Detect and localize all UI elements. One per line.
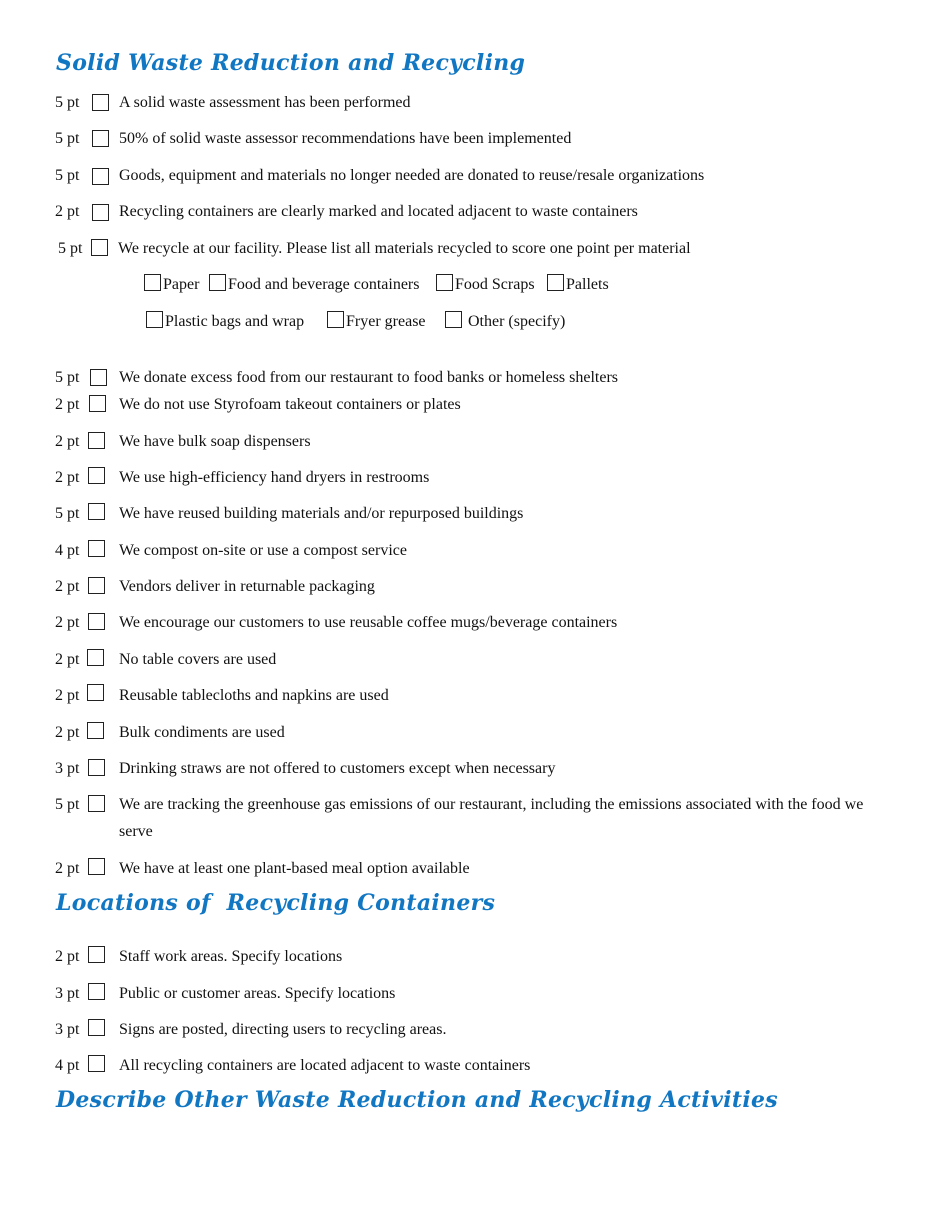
item-text: A solid waste assessment has been performed	[119, 94, 411, 111]
checkbox[interactable]	[87, 649, 104, 666]
material-label: Food and beverage containers	[228, 276, 420, 293]
points-label: 5 pt	[55, 796, 80, 813]
points-label: 4 pt	[55, 542, 80, 559]
points-label: 5 pt	[55, 369, 80, 386]
item-text: 50% of solid waste assessor recommendations have been implemented	[119, 130, 572, 147]
checklist-item	[0, 576, 950, 600]
checklist-item	[0, 128, 950, 152]
material-option	[209, 274, 419, 298]
section-heading-describe-other: Describe Other Waste Reduction and Recycling Activities	[56, 1087, 778, 1113]
checkbox[interactable]	[88, 946, 105, 963]
checklist-item	[0, 858, 950, 882]
points-label: 5 pt	[55, 505, 80, 522]
item-text: We use high-efficiency hand dryers in restrooms	[119, 469, 430, 486]
points-label: 3 pt	[55, 760, 80, 777]
material-option	[547, 274, 609, 298]
points-label: 2 pt	[55, 724, 80, 741]
item-text: Goods, equipment and materials no longer needed are donated to reuse/resale organizations	[119, 167, 705, 184]
section-heading-locations: Locations of Recycling Containers	[56, 890, 496, 916]
checkbox[interactable]	[89, 395, 106, 412]
checklist-item	[0, 165, 950, 189]
checklist-item	[0, 503, 950, 527]
points-label: 2 pt	[55, 433, 80, 450]
material-label: Plastic bags and wrap	[165, 313, 305, 330]
checklist-item	[0, 201, 950, 225]
item-text: We compost on-site or use a compost service	[119, 542, 407, 559]
points-label: 2 pt	[55, 687, 80, 704]
material-option	[445, 311, 565, 335]
checkbox[interactable]	[91, 239, 108, 256]
material-label: Paper	[163, 276, 200, 293]
item-text: We do not use Styrofoam takeout containers or plates	[119, 396, 461, 413]
checklist-item	[0, 794, 950, 850]
checkbox[interactable]	[436, 274, 453, 291]
checkbox[interactable]	[88, 503, 105, 520]
points-label: 2 pt	[55, 860, 80, 877]
checklist-item	[0, 758, 950, 782]
item-text: Signs are posted, directing users to recycling areas.	[119, 1021, 447, 1038]
checkbox[interactable]	[90, 369, 107, 386]
checklist-item	[0, 722, 950, 746]
checklist-item	[0, 238, 950, 262]
checkbox[interactable]	[88, 467, 105, 484]
checkbox[interactable]	[88, 858, 105, 875]
points-label: 2 pt	[55, 469, 80, 486]
points-label: 3 pt	[55, 1021, 80, 1038]
checklist-item	[0, 431, 950, 455]
material-option	[436, 274, 535, 298]
points-label: 2 pt	[55, 203, 80, 220]
checkbox[interactable]	[88, 613, 105, 630]
item-text: Reusable tablecloths and napkins are used	[119, 687, 389, 704]
checklist-item	[0, 367, 950, 391]
item-text: We encourage our customers to use reusable coffee mugs/beverage containers	[119, 614, 618, 631]
checklist-item	[0, 612, 950, 636]
section-heading-solid-waste: Solid Waste Reduction and Recycling	[56, 50, 526, 76]
points-label: 2 pt	[55, 578, 80, 595]
checkbox[interactable]	[445, 311, 462, 328]
checkbox[interactable]	[209, 274, 226, 291]
item-text: Bulk condiments are used	[119, 724, 285, 741]
checkbox[interactable]	[327, 311, 344, 328]
material-option	[146, 311, 304, 335]
points-label: 5 pt	[55, 94, 80, 111]
material-label: Food Scraps	[455, 276, 535, 293]
points-label: 5 pt	[58, 240, 83, 257]
points-label: 5 pt	[55, 167, 80, 184]
checkbox[interactable]	[146, 311, 163, 328]
item-text: All recycling containers are located adjacent to waste containers	[119, 1057, 531, 1074]
points-label: 2 pt	[55, 396, 80, 413]
item-text: Staff work areas. Specify locations	[119, 948, 343, 965]
item-text: We have reused building materials and/or repurposed buildings	[119, 505, 524, 522]
checkbox[interactable]	[88, 759, 105, 776]
material-label: Pallets	[566, 276, 609, 293]
points-label: 2 pt	[55, 651, 80, 668]
checkbox[interactable]	[547, 274, 564, 291]
item-text: We have bulk soap dispensers	[119, 433, 311, 450]
material-option	[144, 274, 199, 298]
checkbox[interactable]	[92, 94, 109, 111]
checklist-item	[0, 1055, 950, 1079]
checklist-item	[0, 946, 950, 970]
points-label: 2 pt	[55, 614, 80, 631]
checkbox[interactable]	[88, 795, 105, 812]
item-text: Drinking straws are not offered to customers except when necessary	[119, 760, 556, 777]
item-text: No table covers are used	[119, 651, 277, 668]
checkbox[interactable]	[92, 204, 109, 221]
item-text: We donate excess food from our restaurant to food banks or homeless shelters	[119, 369, 619, 386]
checklist-item	[0, 649, 950, 673]
checklist-item	[0, 983, 950, 1007]
checklist-item	[0, 92, 950, 116]
checklist-item	[0, 394, 950, 418]
item-text: Recycling containers are clearly marked and located adjacent to waste containers	[119, 203, 638, 220]
checklist-item	[0, 467, 950, 491]
checkbox[interactable]	[88, 983, 105, 1000]
checkbox[interactable]	[88, 1055, 105, 1072]
checkbox[interactable]	[88, 1019, 105, 1036]
material-label: Fryer grease	[346, 313, 426, 330]
item-text: We have at least one plant-based meal option available	[119, 860, 470, 877]
checkbox[interactable]	[92, 130, 109, 147]
material-option	[327, 311, 426, 335]
checklist-item	[0, 685, 950, 709]
checkbox[interactable]	[92, 168, 109, 185]
item-text: We are tracking the greenhouse gas emissions of our restaurant, including the emissions associated with the food we serve	[119, 796, 864, 840]
checkbox[interactable]	[88, 432, 105, 449]
checkbox[interactable]	[87, 722, 104, 739]
points-label: 2 pt	[55, 948, 80, 965]
checklist-item	[0, 540, 950, 564]
material-label: Other (specify)	[468, 313, 566, 330]
item-text: Vendors deliver in returnable packaging	[119, 578, 375, 595]
checkbox[interactable]	[144, 274, 161, 291]
checkbox[interactable]	[88, 577, 105, 594]
item-text: We recycle at our facility. Please list all materials recycled to score one point per material	[118, 240, 691, 257]
checkbox[interactable]	[88, 540, 105, 557]
checkbox[interactable]	[87, 684, 104, 701]
points-label: 3 pt	[55, 985, 80, 1002]
item-text: Public or customer areas. Specify locations	[119, 985, 396, 1002]
points-label: 4 pt	[55, 1057, 80, 1074]
points-label: 5 pt	[55, 130, 80, 147]
checklist-item	[0, 1019, 950, 1043]
